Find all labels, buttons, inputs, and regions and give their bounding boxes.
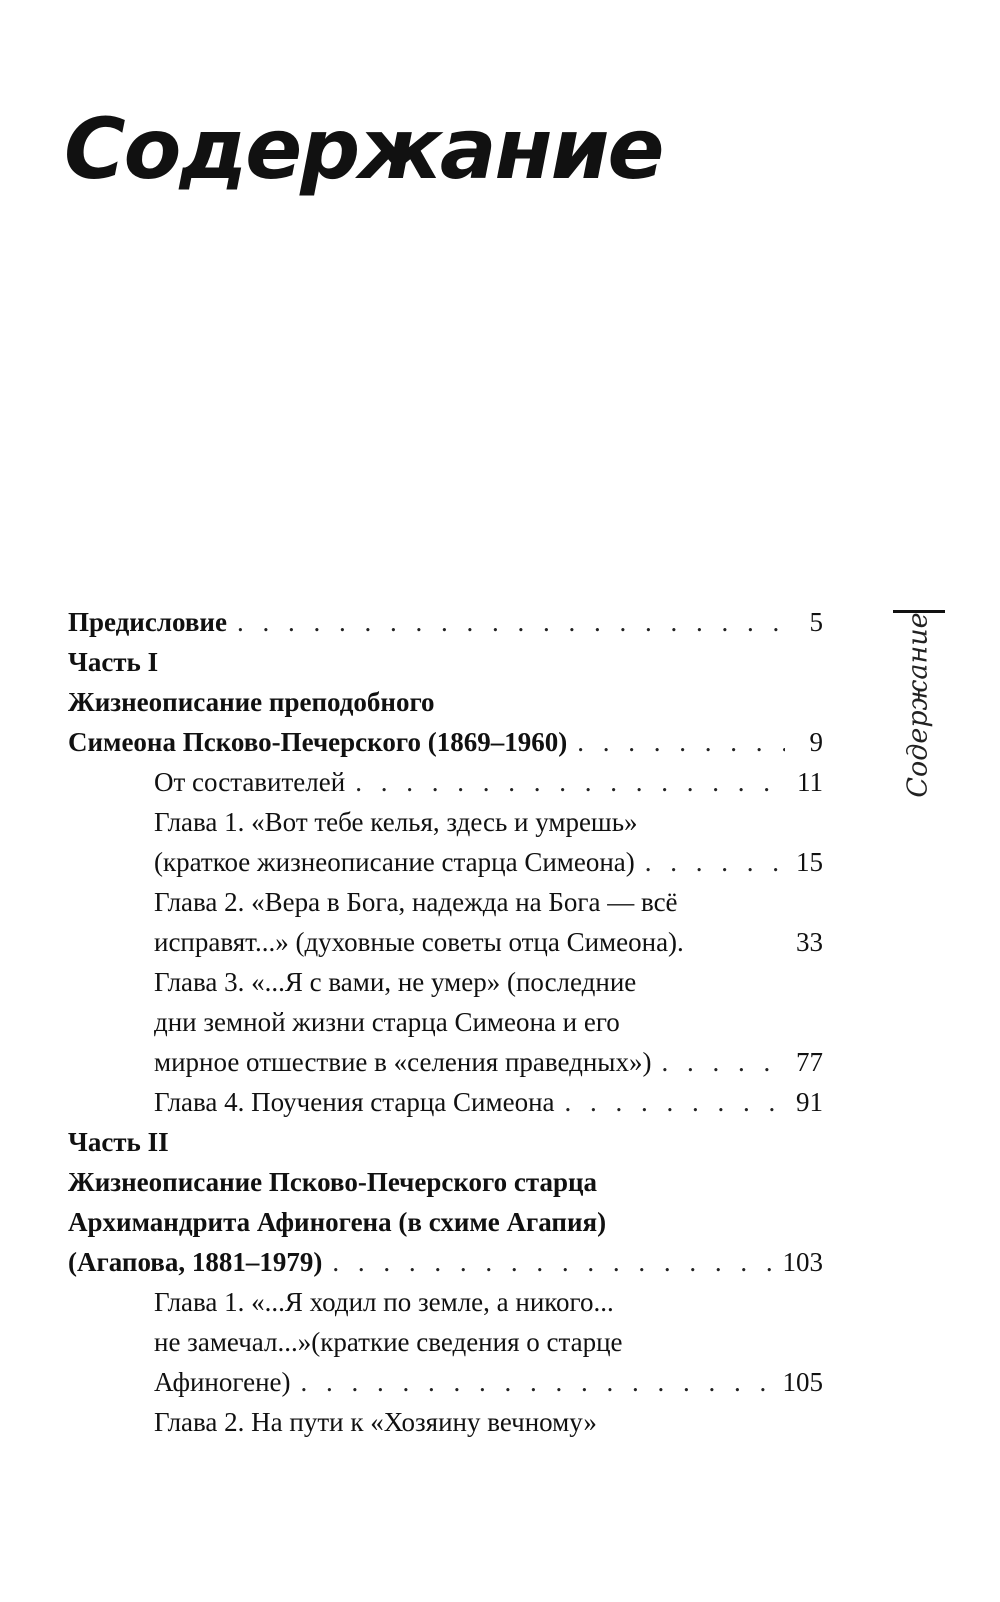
toc-entry-preface	[68, 602, 823, 642]
toc-page-number: 11	[797, 767, 823, 797]
toc-page-number: 77	[796, 1047, 823, 1077]
dot-leader	[645, 842, 785, 882]
dot-leader	[332, 1242, 774, 1282]
dot-leader	[661, 1042, 785, 1082]
toc-entry-text: Глава 2. На пути к «Хозяину вечному»	[154, 1407, 597, 1437]
toc-entry-text: Афиногене)	[154, 1367, 291, 1397]
toc-entry	[68, 1362, 823, 1402]
toc-entry-text: не замечал...»(краткие сведения о старце	[154, 1327, 623, 1357]
dot-leader	[577, 722, 785, 762]
toc-part-title-line	[68, 1162, 823, 1202]
toc-entry-text: (краткое жизнеописание старца Симеона)	[154, 847, 635, 877]
toc-entry	[68, 1082, 823, 1122]
toc-entry	[68, 802, 823, 842]
table-of-contents	[68, 602, 823, 1442]
toc-entry-text: дни земной жизни старца Симеона и его	[154, 1007, 620, 1037]
toc-entry	[68, 1002, 823, 1042]
dot-leader	[301, 1362, 775, 1402]
toc-entry-text: Часть I	[68, 647, 159, 677]
toc-entry	[68, 1402, 823, 1442]
toc-entry-text: мирное отшествие в «селения праведных»)	[154, 1047, 652, 1077]
dot-leader	[237, 602, 785, 642]
toc-entry-text: Жизнеописание преподобного	[68, 687, 435, 717]
toc-part-title-line	[68, 682, 823, 722]
toc-page-number: 5	[809, 607, 823, 637]
toc-page-number: 91	[796, 1087, 823, 1117]
toc-page-number: 103	[782, 1247, 823, 1277]
toc-entry-text: Глава 4. Поучения старца Симеона	[154, 1087, 555, 1117]
toc-part-title-line	[68, 1242, 823, 1282]
page-title: Содержание	[64, 100, 663, 198]
toc-entry	[68, 762, 823, 802]
toc-page-number: 33	[796, 927, 823, 957]
toc-entry-text: (Агапова, 1881–1979)	[68, 1247, 323, 1277]
toc-part-heading	[68, 642, 823, 682]
toc-entry	[68, 842, 823, 882]
toc-entry-text: Глава 3. «...Я с вами, не умер» (последние	[154, 967, 637, 997]
dot-leader	[355, 762, 785, 802]
toc-entry	[68, 962, 823, 1002]
toc-part-heading	[68, 1122, 823, 1162]
toc-entry	[68, 882, 823, 922]
toc-entry-text: Предисловие	[68, 607, 227, 637]
side-running-title: Содержание	[902, 612, 934, 798]
toc-entry-text: От составителей	[154, 767, 346, 797]
toc-entry-text: исправят...» (духовные советы отца Симеона).	[154, 927, 684, 957]
toc-entry-text: Глава 1. «...Я ходил по земле, а никого...	[154, 1287, 614, 1317]
toc-entry	[68, 1042, 823, 1082]
toc-entry	[68, 1282, 823, 1322]
toc-page-number: 105	[782, 1367, 823, 1397]
toc-part-title-line	[68, 1202, 823, 1242]
toc-part-title-line	[68, 722, 823, 762]
toc-entry-text: Архимандрита Афиногена (в схиме Агапия)	[68, 1207, 607, 1237]
toc-entry-text: Глава 1. «Вот тебе келья, здесь и умрешь»	[154, 807, 638, 837]
toc-entry-text: Часть II	[68, 1127, 169, 1157]
toc-page-number: 15	[796, 847, 823, 877]
toc-entry-text: Жизнеописание Псково-Печерского старца	[68, 1167, 598, 1197]
dot-leader	[565, 1082, 785, 1122]
toc-entry	[68, 1322, 823, 1362]
toc-entry-text: Симеона Псково-Печерского (1869–1960)	[68, 727, 568, 757]
toc-entry-text: Глава 2. «Вера в Бога, надежда на Бога — всё	[154, 887, 678, 917]
toc-page-number: 9	[809, 727, 823, 757]
toc-entry	[68, 922, 823, 962]
